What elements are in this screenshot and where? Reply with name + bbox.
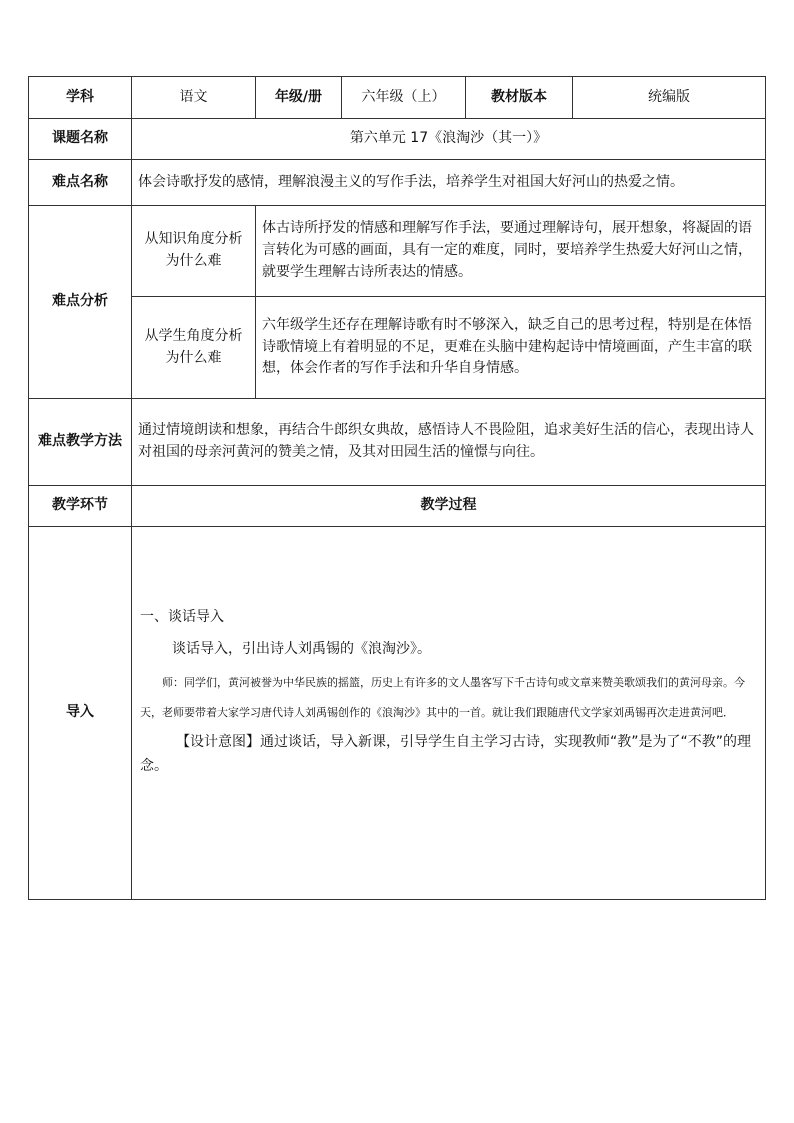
knowledge-angle-line2: 为什么难 [165, 253, 222, 269]
knowledge-angle-label [132, 206, 256, 297]
knowledge-angle-line1: 从知识角度分析 [144, 231, 243, 248]
teacher-dialogue: 师：同学们，黄河被誉为中华民族的摇篮，历史上有许多的文人墨客写下千古诗句或文章来赞美歌颂我们的黄河母亲。今天，老师要带着大家学习唐代诗人刘禹锡创作的《浪淘沙》其中的一首。就让我们跟随唐代文学家刘禹锡再次走进黄河吧． [140, 676, 745, 720]
header-row [29, 77, 766, 119]
grade-label: 年级/册 [256, 77, 342, 119]
difficulty-label: 难点名称 [29, 160, 132, 206]
process-header: 教学过程 [132, 486, 766, 527]
grade-value: 六年级（上） [342, 77, 466, 119]
difficulty-text: 体会诗歌抒发的感情，理解浪漫主义的写作手法，培养学生对祖国大好河山的热爱之情。 [132, 160, 766, 206]
student-angle-label [132, 297, 256, 399]
lesson-title: 第六单元 17《浪淘沙（其一）》 [132, 119, 766, 160]
lesson-row [29, 119, 766, 160]
edition-value: 统编版 [573, 77, 766, 119]
difficulty-row [29, 160, 766, 206]
student-angle-line2: 为什么难 [165, 349, 222, 366]
intro-line: 谈话导入，引出诗人刘禹锡的《浪淘沙》。 [172, 640, 431, 657]
intro-content [132, 527, 766, 900]
analysis-knowledge-row [29, 206, 766, 297]
analysis-label: 难点分析 [29, 206, 132, 399]
intro-heading: 一、谈话导入 [140, 609, 224, 625]
edition-label: 教材版本 [466, 77, 573, 119]
knowledge-analysis-text: 体古诗所抒发的情感和理解写作手法，要通过理解诗句，展开想象，将凝固的语言转化为可感的画面，具有一定的难度，同时，要培养学生热爱大好河山之情，就要学生理解古诗所表达的情感。 [256, 206, 766, 297]
student-angle-line1: 从学生角度分析 [144, 327, 243, 344]
method-text: 通过情境朗读和想象，再结合牛郎织女典故，感悟诗人不畏险阻，追求美好生活的信心，表现出诗人对祖国的母亲河黄河的赞美之情，及其对田园生活的憧憬与向往。 [132, 399, 766, 486]
intro-stage-label: 导入 [29, 527, 132, 900]
lesson-label: 课题名称 [29, 119, 132, 160]
method-row [29, 399, 766, 486]
subject-value: 语文 [132, 77, 256, 119]
subject-label: 学科 [29, 77, 132, 119]
design-intent: 【设计意图】通过谈话，导入新课，引导学生自主学习古诗，实现教师“教”是为了“不教”的理念。 [140, 734, 752, 775]
analysis-student-row [29, 297, 766, 399]
process-header-row [29, 486, 766, 527]
stage-header: 教学环节 [29, 486, 132, 527]
method-label: 难点教学方法 [29, 399, 132, 486]
lesson-plan-table [28, 76, 766, 900]
student-analysis-text: 六年级学生还存在理解诗歌有时不够深入，缺乏自己的思考过程，特别是在体悟诗歌情境上有着明显的不足，更难在头脑中建构起诗中情境画面，产生丰富的联想，体会作者的写作手法和升华自身情感。 [256, 297, 766, 399]
intro-row [29, 527, 766, 900]
